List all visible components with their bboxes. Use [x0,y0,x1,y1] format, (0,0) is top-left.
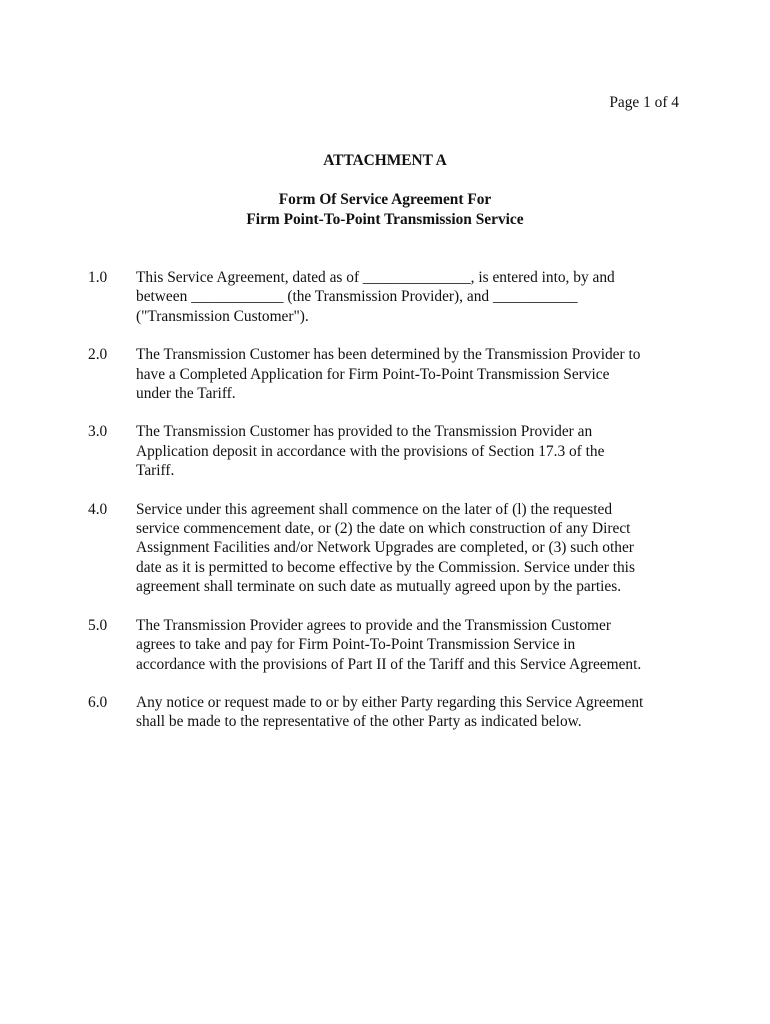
section-line: agreement shall terminate on such date as mutually agreed upon by the parties. [136,578,622,596]
section-text [136,422,693,480]
page-number: Page 1 of 4 [609,94,679,111]
attachment-title: ATTACHMENT A [323,152,447,169]
section-line: Tariff. [136,462,175,480]
section-line: accordance with the provisions of Part II of the Tariff and this Service Agreement. [136,655,642,673]
section-line: under the Tariff. [136,385,236,403]
section-number: 1.0 [88,269,108,286]
section-line: The Transmission Customer has provided to the Transmission Provider an [136,423,593,441]
section-line: agrees to take and pay for Firm Point-To-Point Transmission Service in [136,636,576,654]
section-line: The Transmission Provider agrees to provide and the Transmission Customer [136,616,611,634]
section-line: Any notice or request made to or by either Party regarding this Service Agreement [136,693,644,711]
section-line: Application deposit in accordance with the provisions of Section 17.3 of the [136,442,605,460]
section-1 [88,268,693,326]
section-text [136,500,693,597]
form-title-line-2: Firm Point-To-Point Transmission Service [246,210,524,228]
section-number: 3.0 [88,423,108,441]
section-line: Service under this agreement shall commence on the later of (l) the requested [136,500,613,518]
section-number: 5.0 [88,616,108,634]
section-text [136,693,693,732]
form-title [0,190,770,229]
section-2 [88,345,693,403]
section-6 [88,693,693,732]
section-line: shall be made to the representative of the other Party as indicated below. [136,713,582,731]
section-line: have a Completed Application for Firm Point-To-Point Transmission Service [136,365,610,383]
section-line: service commencement date, or (2) the date on which construction of any Direct [136,520,631,538]
section-number: 2.0 [88,346,108,364]
section-3 [88,422,693,480]
section-line: The Transmission Customer has been determined by the Transmission Provider to [136,346,641,364]
section-line: This Service Agreement, dated as of ______________, is entered into, by and [136,269,615,286]
section-5 [88,616,693,674]
section-line: ("Transmission Customer"). [136,307,309,325]
section-text [136,345,693,403]
section-text [136,616,693,674]
section-line: between ____________ (the Transmission Provider), and ___________ [136,288,578,306]
section-text [136,268,693,326]
section-4 [88,500,693,597]
section-line: Assignment Facilities and/or Network Upgrades are completed, or (3) such other [136,539,634,557]
section-line: date as it is permitted to become effective by the Commission. Service under this [136,558,635,576]
sections-list [88,268,693,751]
form-title-line-1: Form Of Service Agreement For [278,191,492,208]
section-number: 6.0 [88,693,108,711]
section-number: 4.0 [88,500,108,518]
